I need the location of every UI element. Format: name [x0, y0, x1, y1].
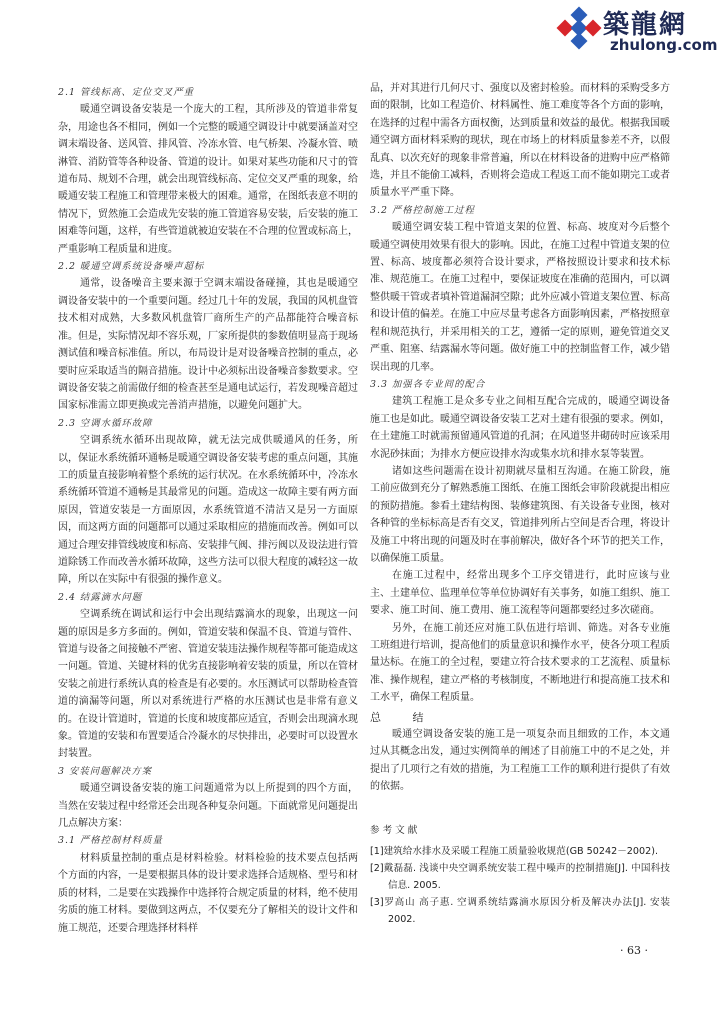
logo-title: 築龍網: [603, 10, 688, 40]
section-3-1-continued: 品，并对其进行几何尺寸、强度以及密封检验。而材料的采购受多方面的限制，比如工程造价、材料属性、施工难度等各个方面的影响，在选择的过程中需各方面权衡，达到质量和效益的最优。根据我国暖通空调方面材料采购的现状，现在市场上的材料质量参差不齐，以假乱真、以次充好的现象非常普遍，所以在材料设备的进购中应严格筛选，并且不能偷工减料，否则将会造成工程返工而不能如期完工或者质量水平严重下降。: [370, 83, 670, 199]
right-column: [370, 80, 670, 928]
section-3-title: 3 安装问题解决方案: [58, 765, 152, 777]
reference-item: [1]建筑给水排水及采暖工程施工质量验收规范(GB 50242－2002).: [370, 846, 658, 858]
section-2-4-title: 2.4 结露滴水问题: [58, 591, 143, 603]
section-3-2-title: 3.2 严格控制施工过程: [370, 204, 475, 216]
left-column: [58, 84, 358, 937]
logo-url: zhulong.com: [610, 36, 718, 54]
section-3-paragraph: 暖通空调设备安装的施工问题通常为以上所提到的四个方面，当然在安装过程中经常还会出现各种复杂问题。下面就常见问题提出几点解决方案：: [58, 783, 358, 830]
reference-item: [3]罗高山 高子惠. 空调系统结露滴水原因分析及解决办法[J]. 安装 2002.: [370, 897, 670, 926]
reference-item: [2]戴磊磊. 浅谈中央空调系统安装工程中噪声的控制措施[J]. 中国科技信息. 2005.: [370, 863, 670, 892]
section-3-2-paragraph: 暖通空调安装工程中管道支架的位置、标高、坡度对今后整个暖通空调使用效果有很大的影响。因此，在施工过程中管道支架的位置、标高、坡度都必须符合设计要求，严格按照设计要求和技术标准、规范施工。在施工过程中，要保证坡度在准确的范围内，可以调整供暖干管或者填补管道漏洞空隙；此外应减小管道支架位置、标高和设计值的偏差。在施工中应尽量考虑各方面影响因素，严格按照章程和规范执行，并采用相关的工艺，遵循一定的原则，避免管道交叉严重、阻塞、结露漏水等问题。做好施工中的控制监督工作，减少错误出现的几率。: [370, 222, 670, 373]
section-3-3-title: 3.3 加强各专业间的配合: [370, 378, 486, 390]
summary-paragraph: 暖通空调设备安装的施工是一项复杂而且细致的工作，本文通过从其概念出发，通过实例简单的阐述了目前施工中的不足之处，并提出了几项行之有效的措施，为工程施工工作的顺利进行提供了有效的依据。: [370, 729, 670, 793]
section-2-4-paragraph: 空调系统在调试和运行中会出现结露滴水的现象，出现这一问题的原因是多方多面的。例如，管道安装和保温不良、管道与管件、管道与设备之间接触不严密、管道安装违法操作规程等都可能造成这一问题。管道、关键材料的优劣直接影响着安装的质量，所以在管材安装之前进行系统认真的检查是有必要的。水压测试可以帮助检查管道的滴漏等问题，所以对系统进行严格的水压测试也是非常有意义的。在设计管道时，管道的长度和坡度都应适宜，否则会出现滴水现象。管道的安装和布置要适合冷凝水的尽快排出，必要时可以设置水封装置。: [58, 609, 358, 760]
section-2-3-title: 2.3 空调水循环故障: [58, 417, 153, 429]
section-2-1-paragraph: 暖通空调设备安装是一个庞大的工程，其所涉及的管道非常复杂，用途也各不相同，例如一个完整的暖通空调设计中就要涵盖对空调末端设备、送风管、排风管、冷冻水管、电气桥架、冷凝水管、喷淋管、消防管等各种设备、管道的设计。如果对某些功能和尺寸的管道布局、规划不合理，就会出现管线标高、定位交叉严重的现象，给暖通安装工程施工和管理带来极大的困难。通常，在图纸表意不明的情况下，贸然施工会造成先安装的施工管道容易安装，后安装的施工困难等问题，这样，有些管道就被迫安装在不合理的位置或标高上，严重影响工程质量和进度。: [58, 104, 358, 255]
section-3-1-title: 3.1 严格控制材料质量: [58, 835, 163, 847]
section-3-3-paragraph-2: 诸如这些问题需在设计初期就尽量相互沟通。在施工阶段，施工前应做到充分了解熟悉施工图纸、在施工图纸会审阶段就提出相应的预防措施。参看土建结构图、装修建筑图、有关设备专业图，核对各种管的坐标标高是否有交叉，管道排列所占空间是否合理，将设计及施工中将出现的问题及时在事前解决，做好各个环节的把关工作，以确保施工质量。: [370, 465, 670, 564]
references-heading: 参考文献: [370, 824, 421, 836]
section-2-1-title: 2.1 管线标高、定位交叉严重: [58, 87, 195, 98]
section-2-2-title: 2.2 暖通空调系统设备噪声超标: [58, 261, 205, 273]
section-2-2-paragraph: 通常，设备噪音主要来源于空调末端设备碰撞，其也是暖通空调设备安装中的一个重要问题。经过几十年的发展，我国的风机盘管技术相对成熟，大多数风机盘管厂商所生产的产品都能符合噪音标准。但是，实际情况却不容乐观，厂家所提供的参数值明显高于现场测试值和噪音标准值。所以，布局设计是对设备噪音控制的重点，必要时应采取适当的隔音措施。设计中必须标出设备噪音参数要求。空调设备安装之前需做仔细的检查甚至是通电试运行，若发现噪音超过国家标准需立即更换或完善消声措施，以避免问题扩大。: [58, 278, 358, 412]
section-3-1-paragraph: 材料质量控制的重点是材料检验。材料检验的技术要点包括两个方面的内容，一是要根据具体的设计要求选择合适规格、型号和材质的材料，二是要在实践操作中选择符合规定质量的材料，绝不使用劣质的施工材料。要做到这两点，不仅要充分了解相关的设计文件和施工规范，还要合理选择材料样: [58, 852, 358, 934]
section-2-3-paragraph: 空调系统水循环出现故障，就无法完成供暖通风的任务，所以，保证水系统循环通畅是暖通空调设备安装考虑的重点问题，其施工的质量直接影响着整个系统的运行状况。在水系统循环中，冷冻水系统循环管道不通畅是其最常见的问题。造成这一故障主要有两方面原因，管道安装是一方面原因，水系统管道不清洁又是另一方面原因，而这两方面的问题都可以通过采取相应的措施而改善。例如可以通过合理安排管线坡度和标高、安装排气阀、排污阀以及设法进行管道除锈工作而改善水循环故障，这些方法可以很大程度的减轻这一故障，所以在实际中有很强的操作意义。: [58, 435, 358, 586]
section-3-3-paragraph-3: 在施工过程中，经常出现多个工序交错进行，此时应该与业主、土建单位、监理单位等单位协调好有关事务，如施工组织、施工要求、施工时间、施工费用、施工流程等问题都要经过多次磋商。: [370, 570, 670, 617]
page-number: · 63 ·: [620, 944, 648, 957]
summary-heading: 总 结: [370, 710, 438, 724]
section-3-3-paragraph-4: 另外，在施工前还应对施工队伍进行培训、筛选。对各专业施工班组进行培训，提高他们的质量意识和操作水平，使各分项工程质量达标。在施工的全过程，要建立符合技术要求的工艺流程、质量标准、操作规程，建立严格的考核制度，不断地进行和提高施工技术和工水平，确保工程质量。: [370, 622, 670, 704]
section-3-3-paragraph-1: 建筑工程施工是众多专业之间相互配合完成的，暖通空调设备施工也是如此。暖通空调设备安装工艺对土建有很强的要求。例如，在土建施工时就需预留通风管道的孔洞；在风道竖井砌砖时应该采用水泥砂抹面；为排水方便应设排水沟或集水坑和排水泵等装置。: [370, 396, 670, 460]
zhulong-logo: [555, 4, 723, 66]
zhulong-logo-mark-icon: [555, 6, 603, 54]
